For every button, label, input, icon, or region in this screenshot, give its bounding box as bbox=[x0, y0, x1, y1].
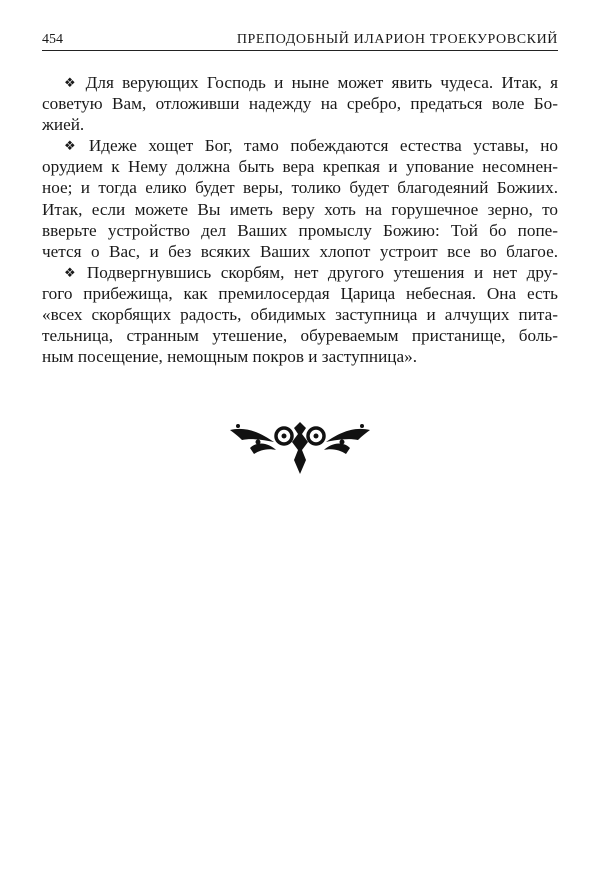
page-body bbox=[42, 72, 558, 367]
text-line: тельница, странным утешение, обуреваемым пристанище, боль- bbox=[42, 326, 558, 346]
text-line: ным посещение, немощным покров и заступница». bbox=[42, 347, 418, 367]
text-line: ❖ Для верующих Господь и ныне может явить чудеса. Итак, я bbox=[64, 73, 558, 92]
text-line: ❖ Идеже хощет Бог, тамо побеждаются естества уставы, но bbox=[64, 136, 559, 156]
running-header bbox=[42, 30, 558, 51]
text-line: ❖ Подвергнувшись скорбям, нет другого утешения и нет дру- bbox=[64, 262, 558, 282]
text-line: орудием к Нему должна быть вера крепкая и упование несомнен- bbox=[42, 157, 558, 177]
diamond-bullet-icon: ❖ bbox=[64, 264, 81, 280]
text-line: гого прибежища, как премилосердая Царица небесная. Она есть bbox=[42, 283, 558, 303]
text-line: Итак, если можете Вы иметь веру хоть на горушечное зерно, то bbox=[42, 199, 558, 219]
running-title: ПРЕПОДОБНЫЙ ИЛАРИОН ТРОЕКУРОВСКИЙ bbox=[236, 32, 558, 47]
ornament-vignette-icon bbox=[228, 420, 372, 476]
text-line: «всех скорбящих радость, обидимых заступница и алчущих пита- bbox=[42, 305, 558, 325]
diamond-bullet-icon: ❖ bbox=[64, 138, 83, 154]
diamond-bullet-icon: ❖ bbox=[64, 75, 80, 90]
text-line: советую Вам, отложивши надежду на сребро, предаться воле Бо- bbox=[42, 94, 558, 114]
text-line: жией. bbox=[42, 115, 85, 135]
page-number: 454 bbox=[42, 32, 63, 47]
text-line: чется о Вас, и без всяких Ваших хлопот устроит все во благое. bbox=[42, 241, 558, 261]
text-line: ное; и тогда елико будет веры, толико будет благодеяний Божиих. bbox=[42, 178, 558, 198]
text-line: вверьте устройство дел Ваших промыслу Божию: Той бо попе- bbox=[42, 220, 558, 240]
